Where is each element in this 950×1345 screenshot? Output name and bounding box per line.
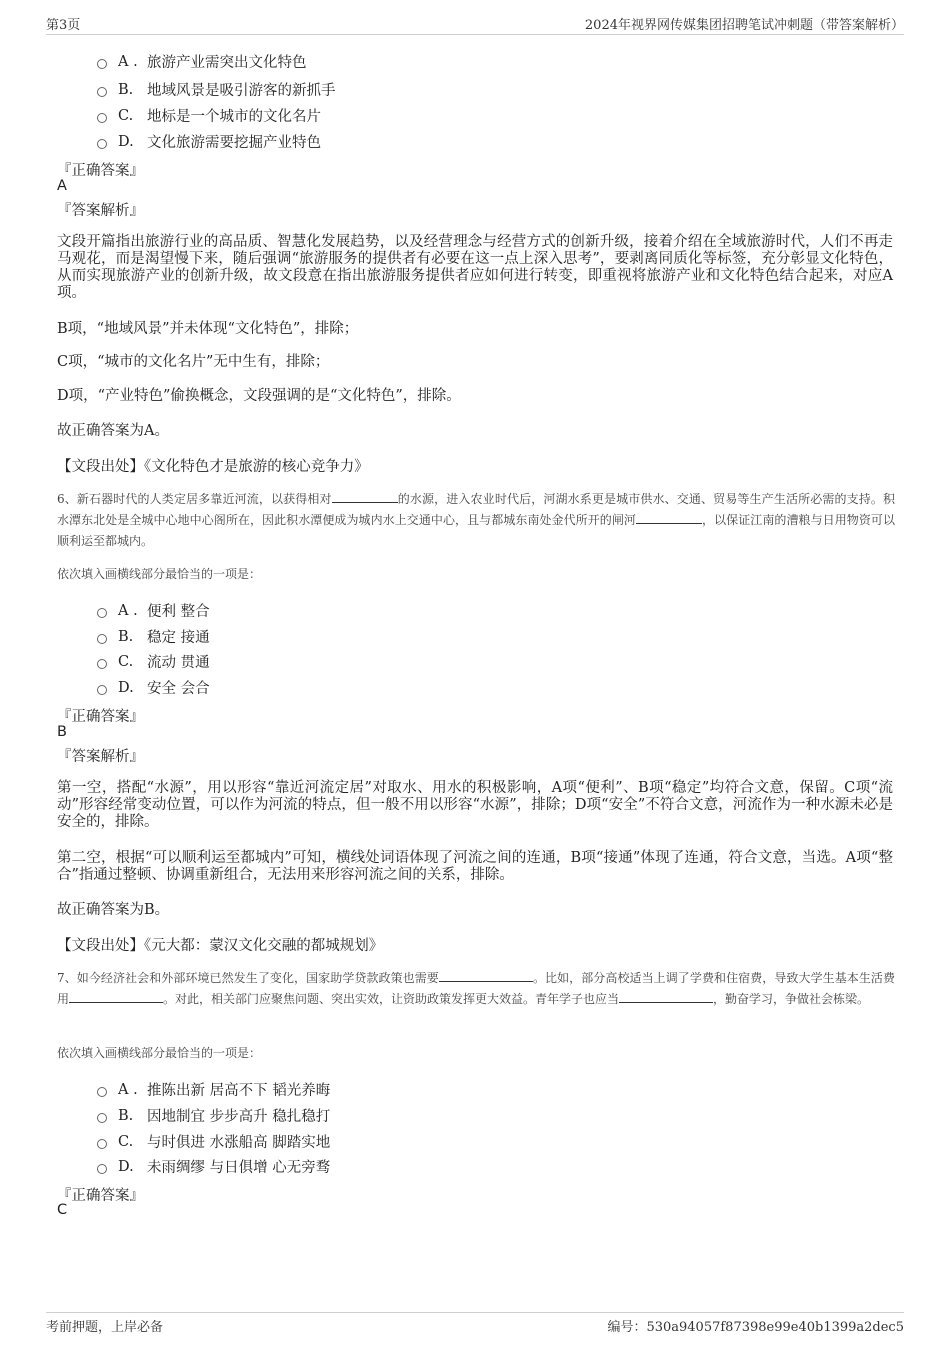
correct-answer: B — [57, 724, 67, 740]
radio-icon[interactable] — [97, 1113, 107, 1123]
q7-option-d[interactable]: D. 未雨绸缪 与日俱增 心无旁骛 — [97, 1156, 330, 1177]
radio-icon[interactable] — [97, 87, 107, 97]
analysis-paragraph: B项，“地域风景”并未体现“文化特色”，排除； — [57, 321, 359, 337]
correct-answer-label: 『正确答案』 — [57, 709, 144, 725]
q6-option-d[interactable]: D. 安全 会合 — [97, 677, 210, 698]
radio-icon[interactable] — [97, 59, 107, 69]
radio-icon[interactable] — [97, 685, 107, 695]
fill-blank — [332, 490, 398, 503]
radio-icon[interactable] — [97, 659, 107, 669]
analysis-paragraph: 故正确答案为A。 — [57, 423, 169, 439]
q7-option-c[interactable]: C. 与时俱进 水涨船高 脚踏实地 — [97, 1131, 330, 1152]
radio-icon[interactable] — [97, 608, 107, 618]
q7-option-b[interactable]: B. 因地制宜 步步高升 稳扎稳打 — [97, 1105, 330, 1126]
analysis-paragraph: 第一空，搭配“水源”，用以形容“靠近河流定居”对取水、用水的积极影响，A项“便利”、B项“稳定”均符合文意，保留。C项“流动”形容经常变动位置，可以作为河流的特点，但一般不用以形容“水源”，排除；D项“安全”不符合文意，河流作为一种水源未必是安全的，排除。 — [57, 780, 893, 830]
q6-option-a[interactable]: A . 便利 整合 — [97, 600, 210, 621]
fill-blank — [636, 511, 702, 524]
q5-option-b[interactable]: B. 地域风景是吸引游客的新抓手 — [97, 79, 336, 100]
correct-answer: A — [57, 178, 67, 194]
fill-blank — [439, 969, 533, 982]
radio-icon[interactable] — [97, 1087, 107, 1097]
q7-option-a[interactable]: A . 推陈出新 居高不下 韬光养晦 — [97, 1079, 330, 1100]
q5-option-c[interactable]: C. 地标是一个城市的文化名片 — [97, 105, 321, 126]
page-footer — [46, 1312, 904, 1335]
page-header — [46, 14, 904, 35]
q6-option-b[interactable]: B. 稳定 接通 — [97, 626, 210, 647]
passage-source: 【文段出处】《元大都：蒙汉文化交融的都城规划》 — [57, 938, 384, 954]
radio-icon[interactable] — [97, 634, 107, 644]
question-prompt: 依次填入画横线部分最恰当的一项是： — [57, 1046, 262, 1060]
analysis-paragraph: 故正确答案为B。 — [57, 902, 170, 918]
correct-answer-label: 『正确答案』 — [57, 1188, 144, 1204]
radio-icon[interactable] — [97, 113, 107, 123]
q5-option-a[interactable]: A . 旅游产业需突出文化特色 — [97, 51, 307, 72]
analysis-label: 『答案解析』 — [57, 749, 144, 765]
radio-icon[interactable] — [97, 1164, 107, 1174]
analysis-paragraph: 第二空，根据“可以顺利运至都城内”可知，横线处词语体现了河流之间的连通，B项“接通”体现了连通，符合文意，当选。A项“整合”指通过整顿、协调重新组合，无法用来形容河流之间的关系，排除。 — [57, 850, 893, 883]
q5-option-d[interactable]: D. 文化旅游需要挖掘产业特色 — [97, 131, 321, 152]
analysis-paragraph: D项，“产业特色”偷换概念，文段强调的是“文化特色”，排除。 — [57, 388, 461, 404]
analysis-paragraph: C项，“城市的文化名片”无中生有，排除； — [57, 354, 330, 370]
correct-answer: C — [57, 1202, 68, 1218]
fill-blank — [619, 990, 713, 1003]
radio-icon[interactable] — [97, 1139, 107, 1149]
footer-slogan: 考前押题，上岸必备 — [46, 1320, 164, 1335]
analysis-label: 『答案解析』 — [57, 203, 144, 219]
correct-answer-label: 『正确答案』 — [57, 163, 144, 179]
page-number: 第3页 — [46, 18, 81, 33]
q6-option-c[interactable]: C. 流动 贯通 — [97, 651, 210, 672]
radio-icon[interactable] — [97, 139, 107, 149]
fill-blank — [69, 990, 163, 1003]
question-text: 6、新石器时代的人类定居多靠近河流，以获得相对 的水源，进入农业时代后，河湖水系更是城市供水、交通、贸易等生产生活所必需的支持。积水潭东北处是全城中心地中心阁所在，因此积水潭便成为城内水上交通中心，且与都城东南处金代所开的闸河 ，以保证江南的漕粮与日用物资可以顺利运至都城内。 — [57, 492, 895, 548]
question-prompt: 依次填入画横线部分最恰当的一项是： — [57, 567, 262, 581]
document-title: 2024年视界网传媒集团招聘笔试冲刺题（带答案解析） — [584, 18, 904, 33]
document-id: 编号：530a94057f87398e99e40b1399a2dec5 — [607, 1320, 904, 1335]
analysis-paragraph: 文段开篇指出旅游行业的高品质、智慧化发展趋势，以及经营理念与经营方式的创新升级，接着介绍在全域旅游时代，人们不再走马观花，而是渴望慢下来，随后强调“旅游服务的提供者有必要在这一点上深入思考”，要剥离同质化等标签，充分彰显文化特色，从而实现旅游产业的创新升级，故文段意在指出旅游服务提供者应如何进行转变，即重视将旅游产业和文化特色结合起来，对应A项。 — [57, 234, 893, 301]
question-text: 7、如今经济社会和外部环境已然发生了变化，国家助学贷款政策也需要 。比如，部分高校适当上调了学费和住宿费，导致大学生基本生活费用 。对此，相关部门应聚焦问题、突出实效，让资助政策发挥更大效益。青年学子也应当 ，勤奋学习，争做社会栋梁。 — [57, 971, 895, 1006]
passage-source: 【文段出处】《文化特色才是旅游的核心竞争力》 — [57, 459, 369, 475]
